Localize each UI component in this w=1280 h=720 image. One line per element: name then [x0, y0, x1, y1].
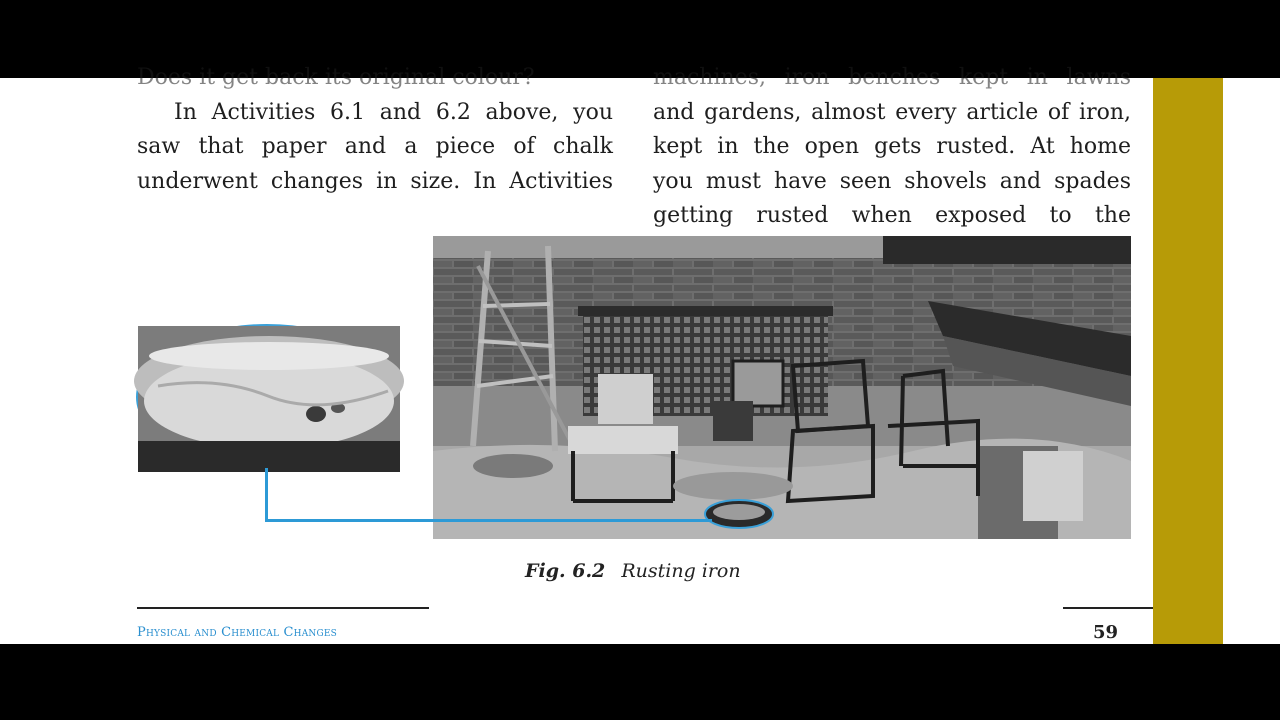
text-line: getting rusted when exposed to the — [653, 203, 1131, 228]
text-line: and gardens, almost every article of iron, — [653, 99, 1131, 125]
text-line: kept in the open gets rusted. At home — [653, 134, 1131, 159]
text-line: machines, iron benches kept in lawns — [653, 65, 1131, 90]
photo-illustration — [433, 236, 1131, 539]
text-line: Does it get back its original colour? — [137, 65, 535, 90]
footer-rule-left — [137, 607, 429, 609]
textbook-page — [0, 65, 1280, 644]
rusting-iron-photo — [433, 236, 1131, 539]
rusted-pan-closeup — [138, 326, 400, 472]
text-line: saw that paper and a piece of chalk — [137, 134, 613, 159]
margin-accent-bar — [1153, 78, 1223, 644]
figure-caption — [525, 560, 741, 582]
page-number: 59 — [1093, 622, 1119, 643]
text-line: you must have seen shovels and spades — [653, 168, 1131, 194]
figure-number: Fig. 6.2 — [525, 560, 606, 582]
rusted-pan-inset — [136, 324, 398, 470]
right-text-column — [653, 61, 1131, 234]
callout-connector-vertical — [265, 468, 268, 522]
footer-rule-right — [1063, 607, 1153, 609]
callout-connector-horizontal — [265, 519, 712, 522]
text-line: underwent changes in size. In Activities — [137, 168, 613, 194]
left-text-column — [137, 61, 613, 199]
chapter-title: Physical and Chemical Changes — [137, 625, 338, 640]
figure-caption-text: Rusting iron — [621, 560, 741, 582]
text-line: In Activities 6.1 and 6.2 above, you — [174, 99, 613, 125]
